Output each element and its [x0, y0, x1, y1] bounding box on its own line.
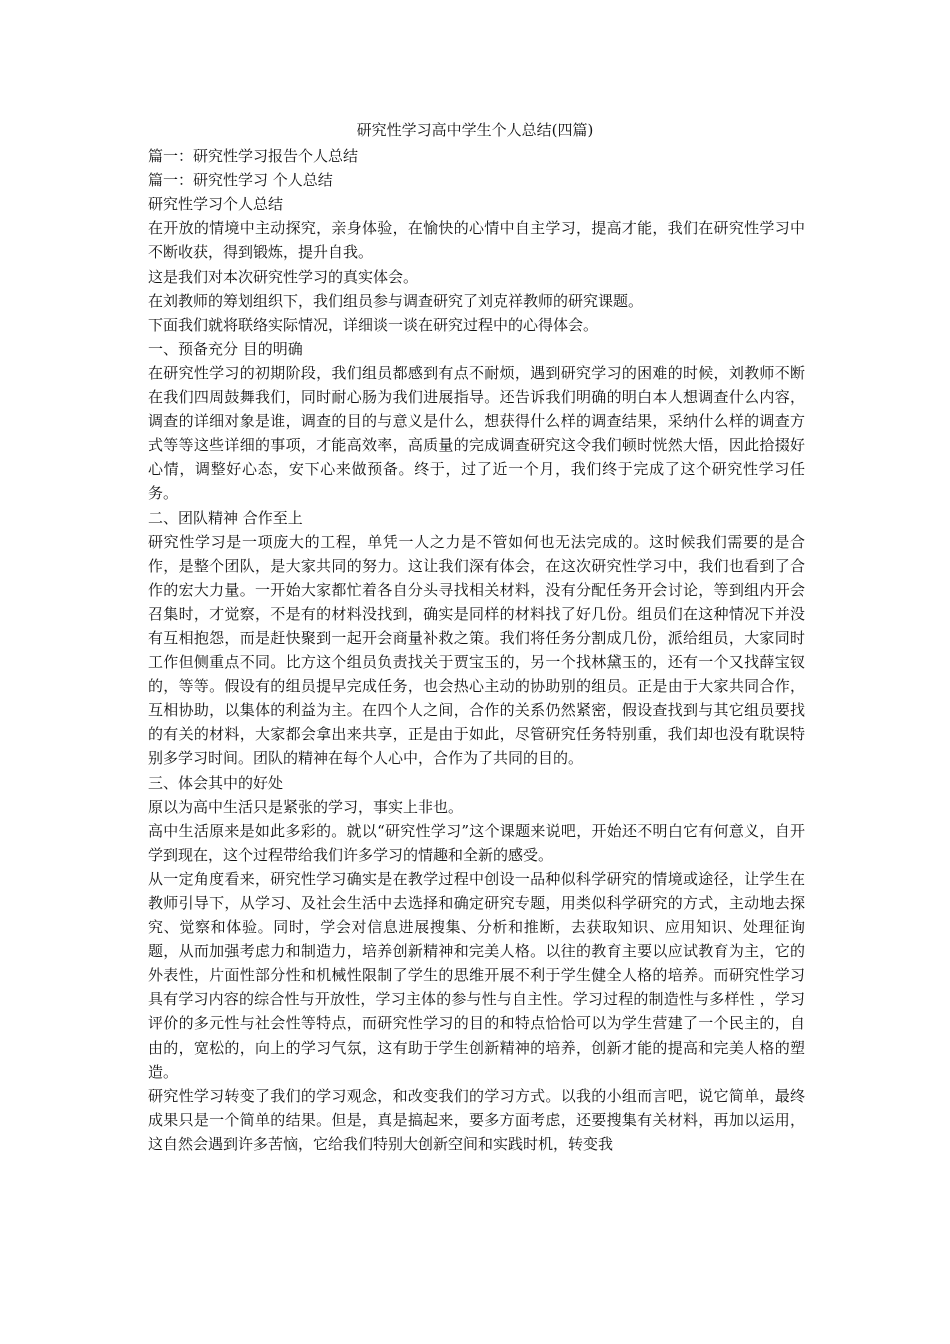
body-paragraph: 在开放的情境中主动探究，亲身体验，在愉快的心情中自主学习，提高才能，我们在研究性学习中不断收获，得到锻炼，提升自我。 [148, 219, 805, 262]
body-paragraph: 研究性学习是一项庞大的工程，单凭一人之力是不管如何也无法完成的。这时候我们需要的是合作，是整个团队，是大家共同的努力。这让我们深有体会，在这次研究性学习中，我们也看到了合作的宏大力量。一开始大家都忙着各自分头寻找相关材料，没有分配任务开会讨论，等到组内开会召集时，才觉察，不是有的材料没找到，确实是同样的材料找了好几份。组员们在这种情况下并没有互相抱怨，而是赶快聚到一起开会商量补救之策。我们将任务分割成几份，派给组员，大家同时工作但侧重点不同。比方这个组员负责找关于贾宝玉的，另一个找林黛玉的，还有一个又找薛宝钗的，等等。假设有的组员提早完成任务，也会热心主动的协助别的组员。正是由于大家共同合作，互相协助，以集体的利益为主。在四个人之间，合作的关系仍然紧密，假设查找到与其它组员要找的有关的材料，大家都会拿出来共享，正是由于如此，尽管研究任务特别重，我们却也没有耽误特别多学习时间。团队的精神在每个人心中，合作为了共同的目的。 [148, 532, 805, 768]
section-heading: 三、体会其中的好处 [148, 773, 284, 792]
body-paragraph: 研究性学习转变了我们的学习观念，和改变我们的学习方式。以我的小组而言吧，说它简单，最终成果只是一个简单的结果。但是，真是搞起来，要多方面考虑，还要搜集有关材料，再加以运用，这自然会遇到许多苦恼，它给我们特别大创新空间和实践时机，转变我 [148, 1086, 805, 1153]
section-heading: 篇一：研究性学习报告个人总结 [148, 147, 359, 166]
body-paragraph: 原以为高中生活只是紧张的学习，事实上非也。 [148, 797, 464, 816]
section-heading: 研究性学习个人总结 [148, 195, 284, 214]
body-paragraph: 在刘教师的筹划组织下，我们组员参与调查研究了刘克祥教师的研究课题。 [148, 291, 644, 310]
body-paragraph: 在研究性学习的初期阶段，我们组员都感到有点不耐烦，遇到研究学习的困难的时候，刘教师不断在我们四周鼓舞我们，同时耐心肠为我们进展指导。还告诉我们明确的明白本人想调查什么内容，调查的详细对象是谁，调查的目的与意义是什么，想获得什么样的调查结果，采纳什么样的调查方式等等这些详细的事项，才能高效率，高质量的完成调查研究这令我们顿时恍然大悟，因此拾掇好心情，调整好心态，安下心来做预备。终于，过了近一个月，我们终于完成了这个研究性学习任务。 [148, 363, 805, 503]
section-heading: 一、预备充分 目的明确 [148, 339, 303, 358]
body-paragraph: 从一定角度看来，研究性学习确实是在教学过程中创设一品种似科学研究的情境或途径，让学生在教师引导下，从学习、及社会生活中去选择和确定研究专题，用类似科学研究的方式，主动地去探究、觉察和体验。同时，学会对信息进展搜集、分析和推断，去获取知识、应用知识、处理征询题，从而加强考虑力和制造力，培养创新精神和完美人格。以往的教育主要以应试教育为主，它的外表性，片面性部分性和机械性限制了学生的思维开展不利于学生健全人格的培养。而研究性学习具有学习内容的综合性与开放性，学习主体的参与性与自主性。学习过程的制造性与多样性 ，学习评价的多元性与社会性等特点，而研究性学习的目的和特点恰恰可以为学生营建了一个民主的，自由的，宽松的，向上的学习气氛，这有助于学生创新精神的培养，创新才能的提高和完美人格的塑造。 [148, 869, 805, 1081]
document-page [145, 118, 805, 1156]
section-heading: 篇一：研究性学习 个人总结 [148, 171, 333, 190]
body-paragraph: 这是我们对本次研究性学习的真实体会。 [148, 267, 419, 286]
body-paragraph: 下面我们就将联络实际情况，详细谈一谈在研究过程中的心得体会。 [148, 315, 599, 334]
document-title: 研究性学习高中学生个人总结(四篇) [356, 121, 594, 139]
body-paragraph: 高中生活原来是如此多彩的。就以“研究性学习”这个课题来说吧，开始还不明白它有何意义，自开学到现在，这个过程带给我们许多学习的情趣和全新的感受。 [148, 821, 805, 864]
section-heading: 二、团队精神 合作至上 [148, 508, 303, 527]
